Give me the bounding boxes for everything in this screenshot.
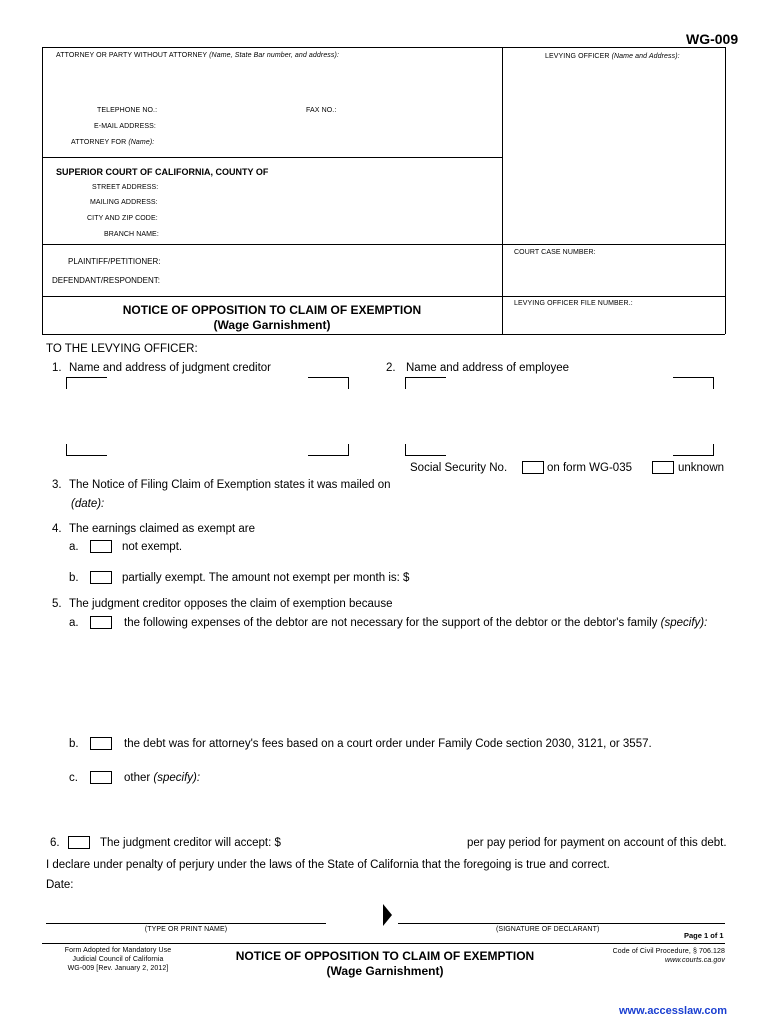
ssn-label: Social Security No.: [410, 462, 508, 474]
case-number-label: COURT CASE NUMBER:: [514, 249, 596, 256]
item1-number: 1.: [52, 362, 62, 374]
item1-label: Name and address of judgment creditor: [69, 362, 271, 374]
footer-rule: [42, 943, 725, 944]
item4a-letter: a.: [69, 541, 79, 553]
item5a-letter: a.: [69, 617, 79, 629]
item5-number: 5.: [52, 598, 62, 610]
attorney-for-label: ATTORNEY FOR (Name):: [71, 139, 155, 146]
form-id: WG-009: [686, 31, 739, 47]
on-form-checkbox[interactable]: [522, 461, 544, 474]
header-bottom-rule: [42, 334, 725, 335]
code-reference: Code of Civil Procedure, § 706.128: [612, 948, 725, 955]
branch-name-label: BRANCH NAME:: [104, 231, 159, 238]
item5c-label: other (specify):: [124, 772, 201, 784]
header-left-rule: [42, 47, 43, 334]
other-checkbox[interactable]: [90, 771, 112, 784]
adopted-line-1: Form Adopted for Mandatory Use: [64, 947, 172, 954]
item3-date-label: (date):: [71, 498, 105, 510]
defendant-label: DEFENDANT/RESPONDENT:: [52, 276, 161, 285]
courts-website: www.courts.ca.gov: [664, 957, 725, 964]
form-subtitle: (Wage Garnishment): [213, 318, 331, 332]
not-exempt-checkbox[interactable]: [90, 540, 112, 553]
unknown-checkbox[interactable]: [652, 461, 674, 474]
item4-number: 4.: [52, 523, 62, 535]
header-divider: [502, 47, 503, 334]
item5b-letter: b.: [69, 738, 79, 750]
attorney-label: ATTORNEY OR PARTY WITHOUT ATTORNEY (Name, State Bar number, and address):: [56, 52, 339, 59]
to-levying-officer: TO THE LEVYING OFFICER:: [46, 343, 198, 355]
telephone-label: TELEPHONE NO.:: [97, 107, 158, 114]
fax-label: FAX NO.:: [306, 107, 337, 114]
header-right-rule: [725, 47, 726, 334]
will-accept-checkbox[interactable]: [68, 836, 90, 849]
employee-address-field-corner-br[interactable]: [673, 444, 714, 456]
item5-label: The judgment creditor opposes the claim of exemption because: [69, 598, 393, 610]
item4-label: The earnings claimed as exempt are: [69, 523, 256, 535]
employee-address-field-corner-bl[interactable]: [405, 444, 446, 456]
title-section-rule: [42, 296, 725, 297]
unknown-label: unknown: [678, 462, 725, 474]
page-number: Page 1 of 1: [684, 931, 724, 940]
mailing-address-label: MAILING ADDRESS:: [90, 199, 158, 206]
item2-number: 2.: [386, 362, 396, 374]
city-zip-label: CITY AND ZIP CODE:: [87, 215, 158, 222]
type-name-label: (TYPE OR PRINT NAME): [144, 926, 228, 933]
signature-arrow-icon: [383, 904, 392, 926]
footer-title: NOTICE OF OPPOSITION TO CLAIM OF EXEMPTION: [235, 949, 535, 963]
item5a-label: the following expenses of the debtor are not necessary for the support of the debtor or the debtor's family (specify):: [124, 617, 708, 629]
file-number-label: LEVYING OFFICER FILE NUMBER.:: [514, 300, 633, 307]
expenses-checkbox[interactable]: [90, 616, 112, 629]
employee-address-field-corner-tr[interactable]: [673, 377, 714, 389]
item4b-label: partially exempt. The amount not exempt per month is: $: [122, 572, 410, 584]
court-label: SUPERIOR COURT OF CALIFORNIA, COUNTY OF: [56, 167, 269, 177]
item3-label: The Notice of Filing Claim of Exemption states it was mailed on: [69, 479, 391, 491]
partially-exempt-checkbox[interactable]: [90, 571, 112, 584]
creditor-address-field-corner-tl[interactable]: [66, 377, 107, 389]
creditor-address-field-corner-tr[interactable]: [308, 377, 349, 389]
adopted-line-3: WG-009 [Rev. January 2, 2012]: [67, 965, 169, 972]
parties-section-rule: [42, 244, 725, 245]
date-label: Date:: [46, 879, 74, 891]
header-top-rule: [42, 47, 725, 48]
employee-address-field-corner-tl[interactable]: [405, 377, 446, 389]
attorney-fees-checkbox[interactable]: [90, 737, 112, 750]
signature-label: (SIGNATURE OF DECLARANT): [496, 926, 600, 933]
accesslaw-link[interactable]: www.accesslaw.com: [619, 1005, 728, 1017]
plaintiff-label: PLAINTIFF/PETITIONER:: [68, 257, 161, 266]
print-name-line[interactable]: [46, 923, 326, 924]
adopted-line-2: Judicial Council of California: [72, 956, 164, 963]
creditor-address-field-corner-br[interactable]: [308, 444, 349, 456]
item3-number: 3.: [52, 479, 62, 491]
on-form-label: on form WG-035: [547, 462, 632, 474]
form-title: NOTICE OF OPPOSITION TO CLAIM OF EXEMPTION: [122, 303, 422, 317]
signature-line[interactable]: [398, 923, 725, 924]
street-address-label: STREET ADDRESS:: [92, 184, 159, 191]
court-section-rule: [42, 157, 502, 158]
email-label: E-MAIL ADDRESS:: [94, 123, 156, 130]
item5c-letter: c.: [69, 772, 78, 784]
item2-label: Name and address of employee: [406, 362, 570, 374]
footer-subtitle: (Wage Garnishment): [326, 964, 444, 978]
item4b-letter: b.: [69, 572, 79, 584]
item4a-label: not exempt.: [122, 541, 183, 553]
item6-tail: per pay period for payment on account of this debt.: [467, 837, 727, 849]
creditor-address-field-corner-bl[interactable]: [66, 444, 107, 456]
declaration-text: I declare under penalty of perjury under the laws of the State of California that the foregoing is true and correct.: [46, 859, 610, 871]
item6-number: 6.: [50, 837, 60, 849]
item6-label: The judgment creditor will accept: $: [100, 837, 281, 849]
levying-officer-label: LEVYING OFFICER (Name and Address):: [545, 53, 680, 60]
item5b-label: the debt was for attorney's fees based on a court order under Family Code section 2030, 3121, or 3557.: [124, 738, 652, 750]
